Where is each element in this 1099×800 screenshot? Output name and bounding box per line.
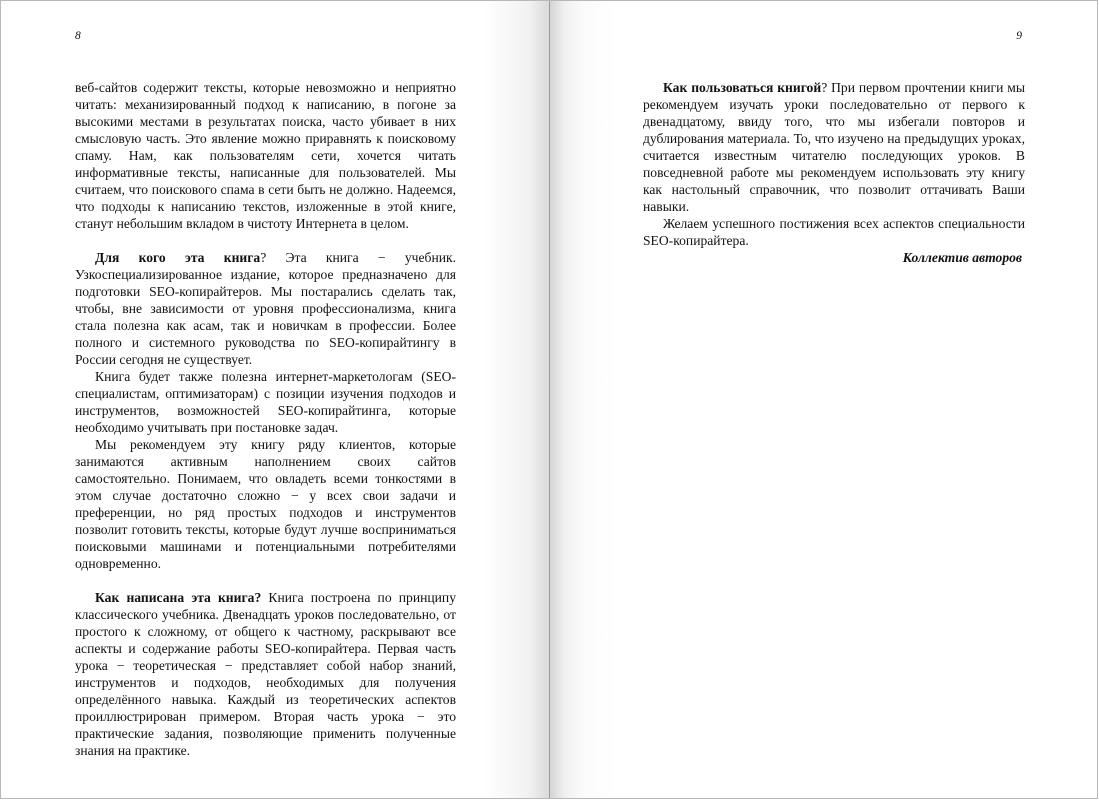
- section-heading-how-written: Как написана эта книга?: [95, 590, 262, 605]
- paragraph-for-whom: Для кого эта книга? Эта книга − учебник. Узкоспециализированное издание, которое предназначено для подготовки SEO-копирайтеров. Мы постарались сделать так, чтобы, вне зависимости от уровня профессионализма, книга стала полезна как асам, так и новичкам в профессии. Более полного и системного руководства по SEO-копирайтингу в России сегодня не существует.: [75, 250, 456, 367]
- right-page: [550, 1, 1098, 798]
- page-number-left: 8: [75, 30, 81, 42]
- paragraph-clients: Мы рекомендуем эту книгу ряду клиентов, которые занимаются активным наполнением своих сайтов самостоятельно. Понимаем, что овладеть всеми тонкостями в этом случае достаточно сложно − у всех свои задачи и преференции, но ряд простых подходов и инструментов позволит готовить тексты, которые будут лучше восприниматься поисковыми машинами и потенциальными потребителями одновременно.: [75, 437, 456, 571]
- section-heading-how-to-use: Как пользоваться книгой: [663, 80, 822, 95]
- paragraph-wishes: Желаем успешного постижения всех аспектов специальности SEO-копирайтера.: [643, 216, 1025, 248]
- page-number-right: 9: [1016, 30, 1022, 42]
- section-heading-for-whom: Для кого эта книга: [95, 250, 261, 265]
- authors-signature: Коллектив авторов: [902, 250, 1022, 265]
- right-page-text: [643, 79, 1025, 266]
- left-page-text: [75, 79, 456, 759]
- paragraph-how-to-use: Как пользоваться книгой? При первом прочтении книги мы рекомендуем изучать уроки последовательно от первого к двенадцатому, ввиду того, что мы избегали повторов и дублирования материала. То, что изучено на предыдущих уроках, считается известным читателю последующих уроков. В повседневной работе мы рекомендуем использовать эту книгу как настольный справочник, что позволит оттачивать Ваши навыки.: [643, 80, 1025, 214]
- paragraph-marketers: Книга будет также полезна интернет-маркетологам (SEO-специалистам, оптимизаторам) с позиции изучения подходов и инструментов, возможностей SEO-копирайтинга, которые необходимо учитывать при постановке задач.: [75, 369, 456, 435]
- paragraph-how-written: Как написана эта книга? Книга построена по принципу классического учебника. Двенадцать уроков последовательно, от простого к сложному, от общего к частному, раскрывают все аспекты и содержание работы SEO-копирайтера. Первая часть урока − теоретическая − представляет собой набор знаний, инструментов и подходов, необходимых для получения определённого навыка. Каждый из теоретических аспектов проиллюстрирован примером. Вторая часть урока − это практические задания, позволяющие применить полученные знания на практике.: [75, 590, 456, 758]
- paragraph-intro-continued: веб-сайтов содержит тексты, которые невозможно и неприятно читать: механизированный подход к написанию, в погоне за высокими местами в результатах поиска, часто убивает в них смысловую часть. Это явление можно приравнять к поисковому спаму. Нам, как пользователям сети, хочется читать информативные тексты, написанные для пользователей. Мы считаем, что поискового спама в сети быть не должно. Надеемся, что подходы к написанию текстов, изложенные в этой книге, станут небольшим вкладом в чистоту Интернета в целом.: [75, 80, 456, 231]
- left-page: [1, 1, 550, 798]
